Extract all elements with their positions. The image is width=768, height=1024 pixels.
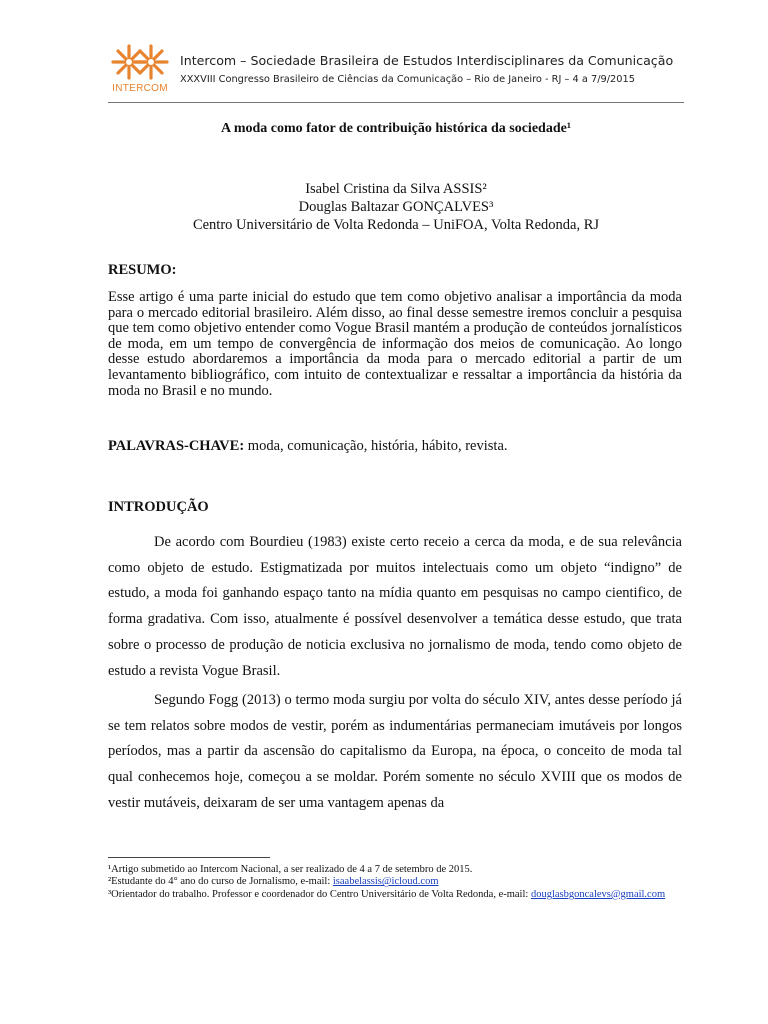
keywords-text: moda, comunicação, história, hábito, revista.	[244, 438, 508, 454]
footnote-3	[108, 889, 682, 901]
header-divider	[108, 102, 684, 103]
footnote-1: ¹Artigo submetido ao Intercom Nacional, a ser realizado de 4 a 7 de setembro de 2015.	[108, 864, 473, 875]
footnote-3-text: ³Orientador do trabalho. Professor e coordenador do Centro Universitário de Volta Redonda, e-mail:	[108, 888, 531, 900]
resumo-heading: RESUMO:	[108, 262, 177, 278]
footnote-3-email-link[interactable]: douglasbgoncalevs@gmail.com	[530, 888, 666, 900]
header-title: Intercom – Sociedade Brasileira de Estudos Interdisciplinares da Comunicação	[180, 53, 674, 68]
logo-wordmark: INTERCOM	[112, 83, 168, 94]
footnote-divider	[108, 857, 270, 858]
keywords-line	[108, 438, 684, 455]
author-1: Isabel Cristina da Silva ASSIS²	[305, 181, 487, 197]
intro-paragraph: De acordo com Bourdieu (1983) existe certo receio a cerca da moda, e de sua relevância como objeto de estudo. Estigmatizada por muitos intelectuais como um objeto “indigno” de estudo, a moda foi ganhando espaço tanto na mídia quanto em pesquisas no campo cientifico, de forma gradativa. Com isso, atualmente é possível desenvolver a temática desse estudo, que trata sobre o processo de produção de noticia exclusiva no jornalismo de moda, tendo como objeto de estudo a revista Vogue Brasil.	[108, 534, 682, 679]
header-subtitle: XXXVIII Congresso Brasileiro de Ciências da Comunicação – Rio de Janeiro - RJ – 4 a 7/9/2015	[180, 74, 635, 85]
author-block	[108, 180, 684, 234]
footnote-2	[108, 876, 682, 888]
page-header	[108, 40, 684, 102]
introducao-heading: INTRODUÇÃO	[108, 499, 209, 515]
paper-title: A moda como fator de contribuição histórica da sociedade¹	[220, 121, 572, 136]
footnote-2-email-link[interactable]: isaabelassis@icloud.com	[332, 876, 439, 888]
intro-paragraph: Segundo Fogg (2013) o termo moda surgiu por volta do século XIV, antes desse período já se tem relatos sobre modos de vestir, porém as indumentárias permaneciam imutáveis por longos períodos, mas a partir da ascensão do capitalismo da Europa, na época, o conceito de moda tal qual conhecemos hoje, começou a se moldar. Porém somente no século XVIII que os modos de vestir mutáveis, deixaram de ser uma vantagem apenas da	[108, 692, 682, 811]
keywords-label: PALAVRAS-CHAVE:	[108, 438, 245, 454]
author-2: Douglas Baltazar GONÇALVES³	[298, 199, 494, 215]
abstract-text: Esse artigo é uma parte inicial do estudo que tem como objetivo analisar a importância da moda para o mercado editorial brasileiro. Além disso, ao final desse semestre iremos concluir a pesquisa que tem como objetivo entender como Vogue Brasil mantém a produção de conteúdos jornalísticos de moda, em um tempo de convergência de informação dos meios de comunicação. Ao longo desse estudo abordaremos a importância da moda para o mercado editorial a partir de um levantamento bibliográfico, com intuito de contextualizar e ressaltar a importância da história da moda no Brasil e no mundo.	[108, 289, 682, 399]
affiliation: Centro Universitário de Volta Redonda – UniFOA, Volta Redonda, RJ	[192, 217, 600, 233]
footnote-2-text: ²Estudante do 4° ano do curso de Jornalismo, e-mail:	[108, 876, 333, 888]
footnotes	[108, 864, 682, 901]
